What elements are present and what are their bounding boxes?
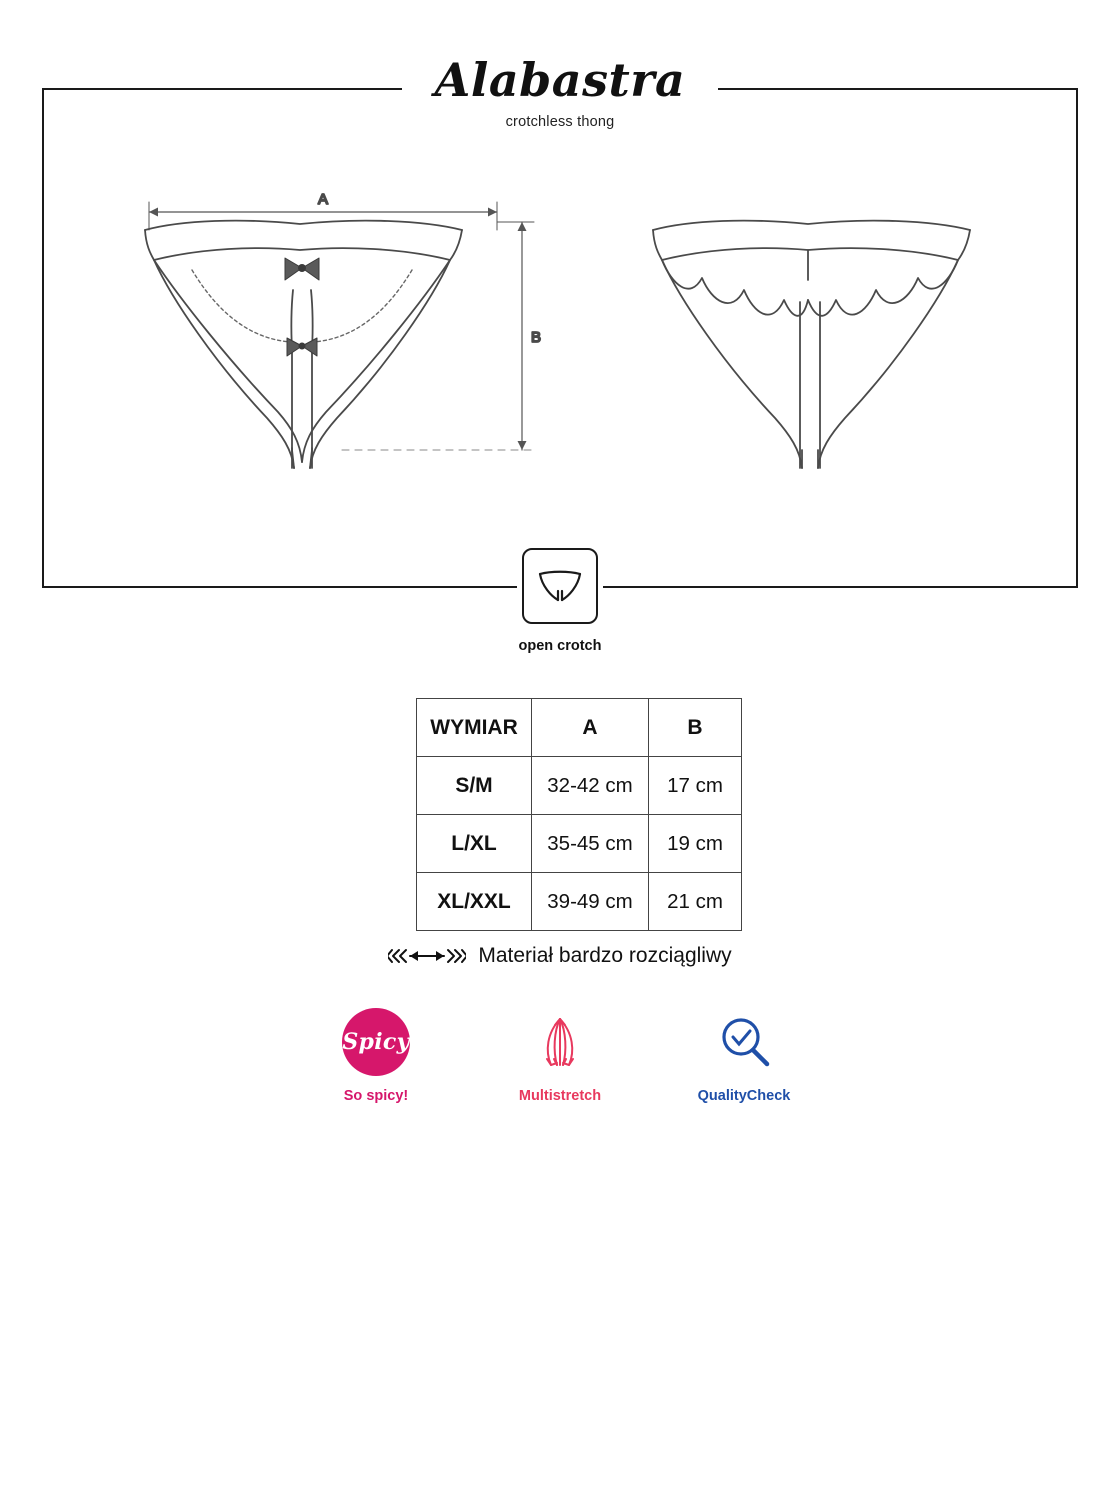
product-type-label: crotchless thong <box>505 114 615 130</box>
size-b-value: 21 cm <box>649 873 742 931</box>
table-header-row <box>417 699 742 757</box>
feature-so-spicy <box>310 1008 442 1104</box>
stretch-text: Materiał bardzo rozciągliwy <box>478 944 732 967</box>
feature-label-multistretch: Multistretch <box>518 1088 602 1104</box>
header-a: A <box>532 699 649 757</box>
drawings-svg <box>42 150 1078 550</box>
brand-header <box>0 52 1120 130</box>
feature-multistretch <box>494 1008 626 1104</box>
open-crotch-caption: open crotch <box>518 638 602 654</box>
size-table <box>416 698 742 931</box>
open-crotch-badge <box>0 548 1120 654</box>
header-b: B <box>649 699 742 757</box>
bow-lower <box>287 338 317 356</box>
table-row <box>417 815 742 873</box>
size-b-value: 17 cm <box>649 757 742 815</box>
size-label: L/XL <box>417 815 532 873</box>
table-row <box>417 757 742 815</box>
bow-top <box>285 258 319 280</box>
spicy-badge-text: Spicy <box>342 1029 410 1055</box>
size-label: XL/XXL <box>417 873 532 931</box>
feature-badges <box>0 1008 1120 1104</box>
spicy-icon <box>310 1008 442 1076</box>
feature-qualitycheck <box>678 1008 810 1104</box>
table-row <box>417 873 742 931</box>
svg-text:B: B <box>530 329 542 346</box>
technical-drawings <box>42 150 1078 550</box>
back-view <box>653 221 970 468</box>
open-crotch-icon <box>522 548 598 624</box>
size-a-value: 32-42 cm <box>532 757 649 815</box>
svg-text:A: A <box>317 191 329 208</box>
stretch-arrow-icon <box>388 946 466 966</box>
header-dimension: WYMIAR <box>417 699 532 757</box>
front-view <box>145 191 541 468</box>
brand-name: Alabastra <box>434 53 686 107</box>
stretch-note <box>0 944 1120 968</box>
size-label: S/M <box>417 757 532 815</box>
size-b-value: 19 cm <box>649 815 742 873</box>
multistretch-icon <box>494 1008 626 1076</box>
size-a-value: 39-49 cm <box>532 873 649 931</box>
size-a-value: 35-45 cm <box>532 815 649 873</box>
quality-check-icon <box>678 1008 810 1076</box>
feature-label-spicy: So spicy! <box>343 1088 409 1104</box>
feature-label-quality: QualityCheck <box>697 1088 791 1104</box>
